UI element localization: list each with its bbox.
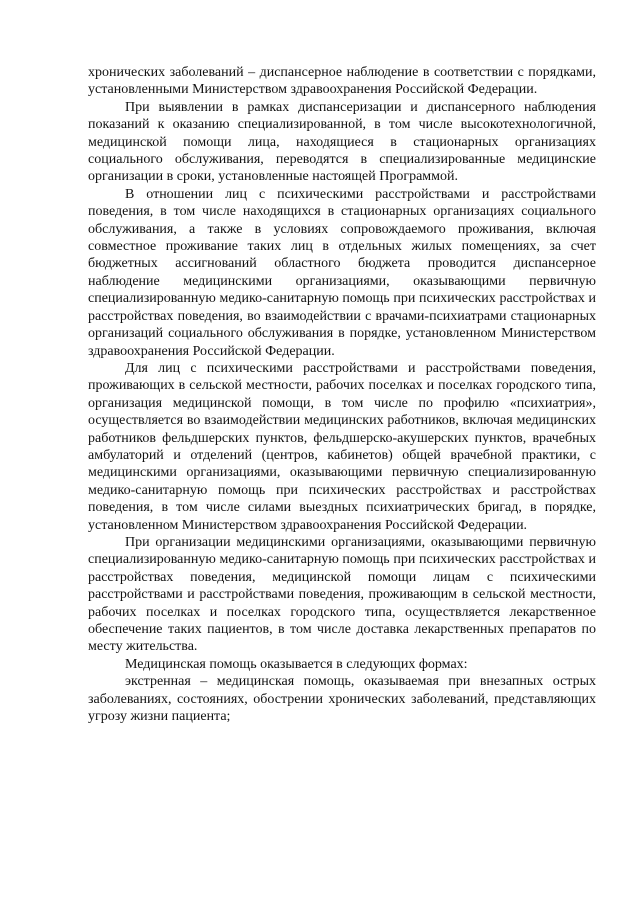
paragraph-dispensary-referral: При выявлении в рамках диспансеризации и диспансерного наблюдения показаний к оказанию специализированной, в том числе высокотехнологичной, медицинской помощи лица, находящиеся в стационарных организациях социального обслуживания, переводятся в специализированные медицинские организации в сроки, установленные настоящей Программой.	[88, 99, 596, 185]
paragraph-care-forms-intro: Медицинская помощь оказывается в следующих формах:	[125, 656, 468, 672]
paragraph-emergency-care: экстренная – медицинская помощь, оказываемая при внезапных острых заболеваниях, состояниях, обострении хронических заболеваний, представляющих угрозу жизни пациента;	[88, 674, 596, 725]
paragraph-continuation: хронических заболеваний – диспансерное наблюдение в соответствии с порядками, установленными Министерством здравоохранения Российской Федерации.	[88, 65, 596, 98]
paragraph-mental-disorders-observation: В отношении лиц с психическими расстройствами и расстройствами поведения, в том числе находящихся в стационарных организациях социального обслуживания, а также в условиях сопровождаемого проживания, включая совместное проживание таких лиц в отдельных жилых помещениях, за счет бюджетных ассигнований областного бюджета проводится диспансерное наблюдение медицинскими организациями, оказывающими первичную специализированную медико-санитарную помощь при психических расстройствах и расстройствах поведения, во взаимодействии с врачами-психиатрами стационарных организаций социального обслуживания в порядке, установленном Министерством здравоохранения Российской Федерации.	[88, 186, 596, 359]
paragraph-rural-psychiatric-care: Для лиц с психическими расстройствами и расстройствами поведения, проживающих в сельской местности, рабочих поселках и поселках городского типа, организация медицинской помощи, в том числе по профилю «психиатрия», осуществляется во взаимодействии медицинских работников, включая медицинских работников фельдшерских пунктов, фельдшерско-акушерских пунктов, врачебных амбулаторий и отделений (центров, кабинетов) общей врачебной практики, с медицинскими организациями, оказывающими первичную специализированную медико-санитарную помощь при психических расстройствах и расстройствах поведения, в том числе силами выездных психиатрических бригад, в порядке, установленном Министерством здравоохранения Российской Федерации.	[88, 360, 596, 533]
paragraph-drug-provision: При организации медицинскими организациями, оказывающими первичную специализированную медико-санитарную помощь при психических расстройствах и расстройствах поведения, медицинской помощи лицам с психическими расстройствами и расстройствами поведения, проживающим в сельской местности, рабочих поселках и поселках городского типа, осуществляется лекарственное обеспечение таких пациентов, в том числе доставка лекарственных препаратов по месту жительства.	[88, 534, 596, 655]
document-page	[88, 64, 596, 725]
